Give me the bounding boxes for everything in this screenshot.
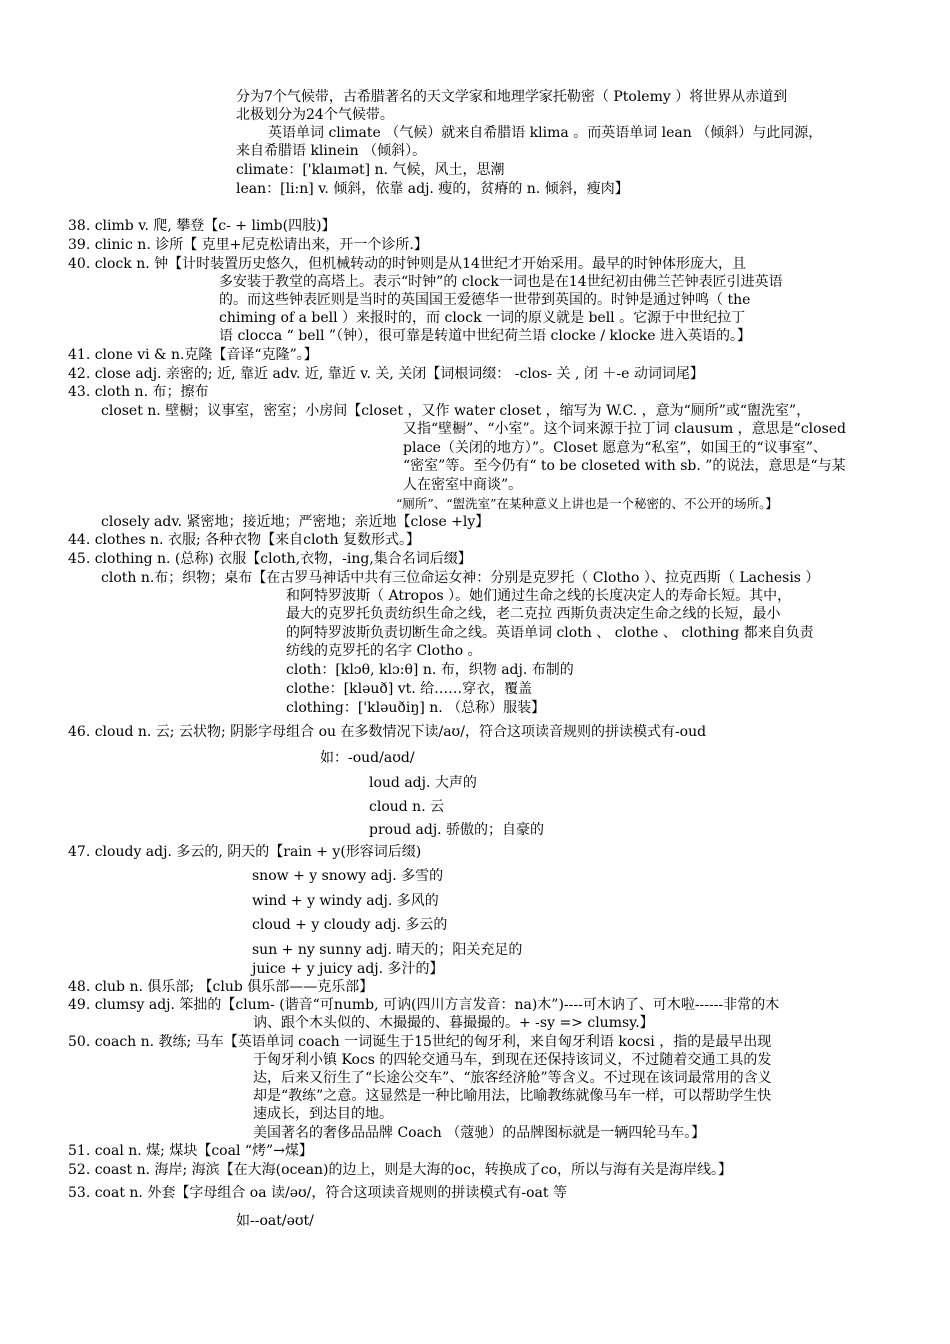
text-line: snow + y snowy adj. 多雪的 — [252, 868, 444, 884]
entry-46: 46. cloud n. 云; 云状物; 阴影字母组合 ou 在多数情况下读/aʊ/，符合这项读音规则的拼读模式有-oud — [68, 724, 707, 740]
text-line: 多安装于教堂的高塔上。表示“时钟”的 clock一词也是在14世纪初由佛兰芒钟表匠引进英语 — [219, 274, 783, 290]
entry-52: 52. coast n. 海岸; 海滨【在大海(ocean)的边上，则是大海的oc，转换成了co，所以与海有关是海岸线。】 — [68, 1162, 733, 1178]
entry-39: 39. clinic n. 诊所【 克里+尼克松请出来，开一个诊所.】 — [68, 237, 428, 253]
text-line: 速成长，到达目的地。 — [253, 1106, 393, 1122]
entry-47: 47. cloudy adj. 多云的, 阴天的【rain + y(形容词后缀) — [68, 844, 422, 860]
text-line: 语 clocca “ bell ”（钟），很可靠是转道中世纪荷兰语 clocke / klocke 进入英语的。】 — [219, 328, 751, 344]
text-line: 纺线的克罗托的名字 Clotho 。 — [286, 643, 482, 659]
entry-44: 44. clothes n. 衣服; 各种衣物【来自cloth 复数形式。】 — [68, 532, 420, 548]
text-line: place（关闭的地方）”。Closet 愿意为“私室”，如国王的“议事室”、 — [403, 440, 827, 456]
entry-45: 45. clothing n. (总称) 衣服【cloth,衣物，-ing,集合名词后缀】 — [68, 551, 472, 567]
text-line: 来自希腊语 klinein （倾斜）。 — [236, 143, 427, 159]
text-line: clothe：[kləuð] vt. 给……穿衣，覆盖 — [286, 681, 533, 697]
text-line: chiming of a bell ）来报时的，而 clock 一词的原义就是 bell 。它源于中世纪拉丁 — [219, 310, 746, 326]
text-line: juice + y juicy adj. 多汁的】 — [252, 961, 444, 977]
entry-49: 49. clumsy adj. 笨拙的【clum- (谐音“可numb, 可讷(四川方言发音：na)木”)----可木讷了、可木啦------非常的木 — [68, 997, 780, 1013]
text-line: 北极划分为24个气候带。 — [236, 107, 394, 123]
text-line: cloud n. 云 — [369, 799, 445, 815]
entry-53: 53. coat n. 外套【字母组合 oa 读/əʊ/，符合这项读音规则的拼读模式有-oat 等 — [68, 1185, 567, 1201]
text-line: clothing：['kləuðiŋ] n. （总称）服装】 — [286, 700, 546, 716]
sub-entry-closely: closely adv. 紧密地；接近地；严密地；亲近地【close +ly】 — [101, 514, 490, 530]
text-line: cloud + y cloudy adj. 多云的 — [252, 917, 448, 933]
text-line: 的阿特罗波斯负责切断生命之线。英语单词 cloth 、 clothe 、 clothing 都来自负责 — [286, 625, 814, 641]
sub-entry-cloth: cloth n.布；织物；桌布【在古罗马神话中共有三位命运女神：分别是克罗托（ Clotho ）、拉克西斯（ Lachesis ） — [101, 570, 820, 586]
entry-42: 42. close adj. 亲密的; 近, 靠近 adv. 近, 靠近 v. 关, 关闭【词根词缀： -clos- 关 , 闭 ＋-e 动词词尾】 — [68, 366, 704, 382]
text-line: 美国著名的奢侈品品牌 Coach （蔻驰）的品牌图标就是一辆四轮马车。】 — [253, 1125, 706, 1141]
text-line: 和阿特罗波斯（ Atropos ）。她们通过生命之线的长度决定人的寿命长短。其中， — [286, 588, 792, 604]
entry-51: 51. coal n. 煤; 煤块【coal “烤”→煤】 — [68, 1143, 313, 1159]
text-line: lean：[li:n] v. 倾斜，依靠 adj. 瘦的，贫瘠的 n. 倾斜，瘦肉】 — [236, 181, 629, 197]
text-line: 讷、跟个木头似的、木撮撮的、暮撮撮的。+ -sy => clumsy.】 — [253, 1015, 654, 1031]
text-line: wind + y windy adj. 多风的 — [252, 893, 439, 909]
text-line: cloth：[klɔθ, klɔ:θ] n. 布，织物 adj. 布制的 — [286, 662, 574, 678]
sub-entry-closet: closet n. 壁橱；议事室，密室；小房间【closet ，又作 water closet ，缩写为 W.C. ，意为“厕所”或“盥洗室”， — [101, 403, 811, 419]
text-line: “厕所”、“盥洗室”在某种意义上讲也是一个秘密的、不公开的场所。】 — [396, 496, 778, 511]
text-line: 人在密室中商谈”。 — [403, 477, 523, 493]
text-line: 的。而这些钟表匠则是当时的英国国王爱德华一世带到英国的。时钟是通过钟鸣（ the — [219, 292, 751, 308]
text-line: 最大的克罗托负责纺织生命之线，老二克拉 西斯负责决定生命之线的长短，最小 — [286, 606, 781, 622]
entry-50: 50. coach n. 教练; 马车【英语单词 coach 一词诞生于15世纪的匈牙利，来自匈牙利语 kocsi ，指的是最早出现 — [68, 1034, 772, 1050]
entry-40: 40. clock n. 钟【计时装置历史悠久，但机械转动的时钟则是从14世纪才开始采用。最早的时钟体形庞大，且 — [68, 256, 746, 272]
text-line: 如：-oud/aʊd/ — [320, 750, 415, 766]
text-line: sun + ny sunny adj. 晴天的；阳关充足的 — [252, 942, 523, 958]
text-line: 于匈牙利小镇 Kocs 的四轮交通马车，到现在还保持该词义，不过随着交通工具的发 — [253, 1052, 772, 1068]
text-line: “密室”等。至今仍有“ to be closeted with sb. ”的说法，意思是“与某 — [403, 458, 846, 474]
entry-41: 41. clone vi & n.克隆【音译“克隆”。】 — [68, 347, 318, 363]
text-line: 英语单词 climate （气候）就来自希腊语 klima 。而英语单词 lean （倾斜）与此同源， — [268, 125, 823, 141]
text-line: 分为7个气候带，古希腊著名的天文学家和地理学家托勒密（ Ptolemy ）将世界从赤道到 — [236, 89, 788, 105]
text-line: 又指“壁橱”、“小室”。这个词来源于拉丁词 clausum ，意思是“closed — [403, 421, 847, 437]
entry-38: 38. climb v. 爬, 攀登【c- + limb(四肢)】 — [68, 218, 336, 234]
text-line: proud adj. 骄傲的；自豪的 — [369, 822, 545, 838]
entry-43: 43. cloth n. 布；擦布 — [68, 384, 209, 400]
text-line: 达，后来又衍生了“长途公交车”、“旅客经济舱”等含义。不过现在该词最常用的含义 — [253, 1070, 772, 1086]
entry-48: 48. club n. 俱乐部; 【club 俱乐部——克乐部】 — [68, 979, 374, 995]
text-line: 如--oat/əʊt/ — [236, 1213, 314, 1229]
text-line: climate：['klaımət] n. 气候，风土，思潮 — [236, 162, 505, 178]
text-line: 却是“教练”之意。这显然是一种比喻用法，比喻教练就像马车一样，可以帮助学生快 — [253, 1088, 772, 1104]
text-line: loud adj. 大声的 — [369, 775, 477, 791]
